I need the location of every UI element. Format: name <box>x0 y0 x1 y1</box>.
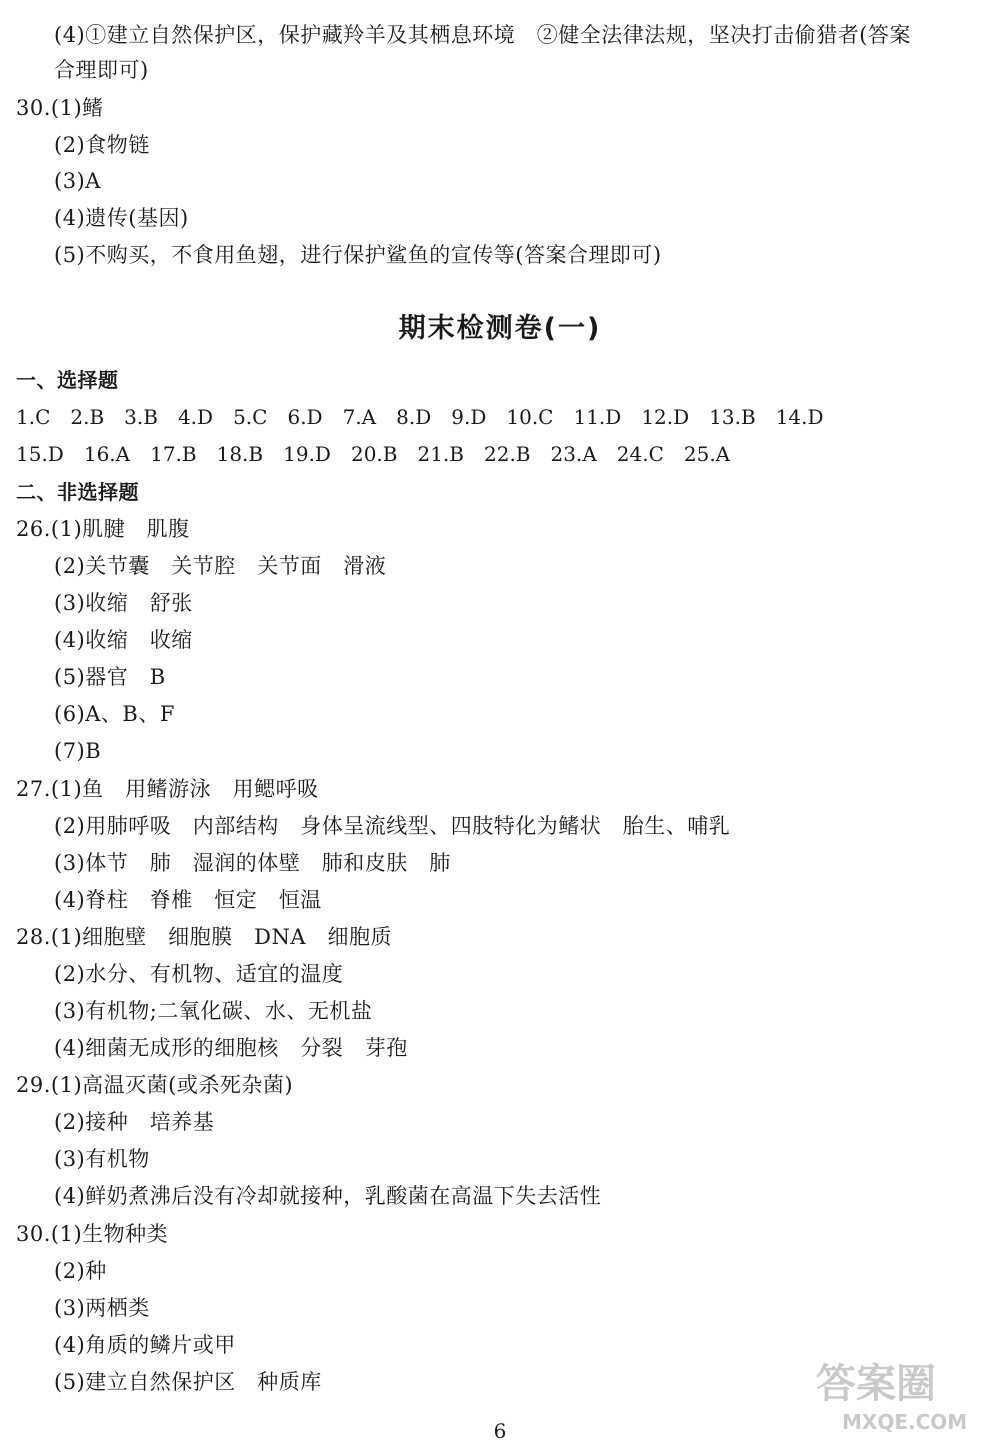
watermark-site: MXQE.COM <box>842 1410 968 1434</box>
answer-line: (2)食物链 <box>54 133 150 157</box>
choice-answer: 20.B <box>350 442 398 466</box>
answer-line: 合理即可) <box>54 58 149 82</box>
question-30-line: 30.(1)鳍 <box>16 96 104 120</box>
watermark-brand: 答案圈 <box>816 1361 936 1407</box>
answer-line: (2)水分、有机物、适宜的温度 <box>54 962 344 986</box>
answer-line: (5)不购买，不食用鱼翅，进行保护鲨鱼的宣传等(答案合理即可) <box>54 243 662 267</box>
question-26-line: 26.(1)肌腱 肌腹 <box>16 517 190 541</box>
choice-answer: 12.D <box>641 405 690 429</box>
answer-line: (4)脊柱 脊椎 恒定 恒温 <box>54 888 322 912</box>
answer-line: (4)鲜奶煮沸后没有冷却就接种，乳酸菌在高温下失去活性 <box>54 1184 602 1208</box>
choice-answer: 15.D <box>16 442 64 466</box>
choice-answer: 9.D <box>451 405 487 429</box>
page-number: 6 <box>493 1419 507 1443</box>
choice-answer: 8.D <box>396 405 432 429</box>
choice-answer: 14.D <box>775 405 824 429</box>
question-28-line: 28.(1)细胞壁 细胞膜 DNA 细胞质 <box>16 925 393 949</box>
answer-line: (6)A、B、F <box>54 702 175 726</box>
answer-line: (3)体节 肺 湿润的体壁 肺和皮肤 肺 <box>54 851 451 875</box>
answer-line: (4)①建立自然保护区，保护藏羚羊及其栖息环境 ②健全法律法规，坚决打击偷猎者(答案 <box>54 23 911 47</box>
choice-answer: 21.B <box>417 442 464 466</box>
question-30-line: 30.(1)生物种类 <box>16 1222 169 1246</box>
watermark-logo <box>812 1353 992 1435</box>
choice-answer: 16.A <box>83 442 131 466</box>
answer-line: (5)建立自然保护区 种质库 <box>54 1370 322 1394</box>
answer-line: (5)器官 B <box>54 665 166 689</box>
choice-answer: 10.C <box>506 405 554 429</box>
answer-line: (2)关节囊 关节腔 关节面 滑液 <box>54 554 387 578</box>
section-heading-nonchoice: 二、非选择题 <box>16 480 139 504</box>
answer-line: (2)接种 培养基 <box>54 1110 215 1134</box>
choice-answer: 11.D <box>573 405 622 429</box>
choice-answer: 23.A <box>550 442 597 466</box>
choice-answer: 1.C <box>16 405 51 429</box>
choice-answer: 13.B <box>709 405 756 429</box>
choice-answer: 5.C <box>233 405 268 429</box>
answer-line: (3)两栖类 <box>54 1296 150 1320</box>
answer-line: (3)有机物;二氧化碳、水、无机盐 <box>54 999 373 1023</box>
answer-line: (4)细菌无成形的细胞核 分裂 芽孢 <box>54 1036 408 1060</box>
choice-answer: 3.B <box>124 405 158 429</box>
choice-answer: 17.B <box>150 442 197 466</box>
choice-answer: 24.C <box>616 442 664 466</box>
answer-line: (2)种 <box>54 1259 107 1283</box>
answer-line: (3)A <box>54 169 101 193</box>
choice-answer: 6.D <box>287 405 323 429</box>
choice-answer: 2.B <box>70 405 105 429</box>
choice-answer: 19.D <box>283 442 331 466</box>
answer-line: (4)收缩 收缩 <box>54 628 193 652</box>
answer-line: (2)用肺呼吸 内部结构 身体呈流线型、四肢特化为鳍状 胎生、哺乳 <box>54 814 731 838</box>
choice-answer: 22.B <box>484 442 531 466</box>
choice-answer: 7.A <box>342 405 377 429</box>
answer-line: (7)B <box>54 739 102 763</box>
question-29-line: 29.(1)高温灭菌(或杀死杂菌) <box>16 1073 294 1097</box>
section-heading-choice: 一、选择题 <box>16 368 119 392</box>
exam-title: 期末检测卷(一) <box>398 313 602 344</box>
answer-line: (3)收缩 舒张 <box>54 591 193 615</box>
choice-answer: 18.B <box>216 442 264 466</box>
choice-answer: 4.D <box>177 405 214 429</box>
answer-line: (3)有机物 <box>54 1147 150 1171</box>
answer-line: (4)角质的鳞片或甲 <box>54 1333 236 1357</box>
question-27-line: 27.(1)鱼 用鳍游泳 用鳃呼吸 <box>16 777 319 801</box>
choice-answer: 25.A <box>683 442 731 466</box>
choice-answers-row-1 <box>16 404 976 430</box>
answer-line: (4)遗传(基因) <box>54 206 189 230</box>
choice-answers-row-2 <box>16 441 976 467</box>
